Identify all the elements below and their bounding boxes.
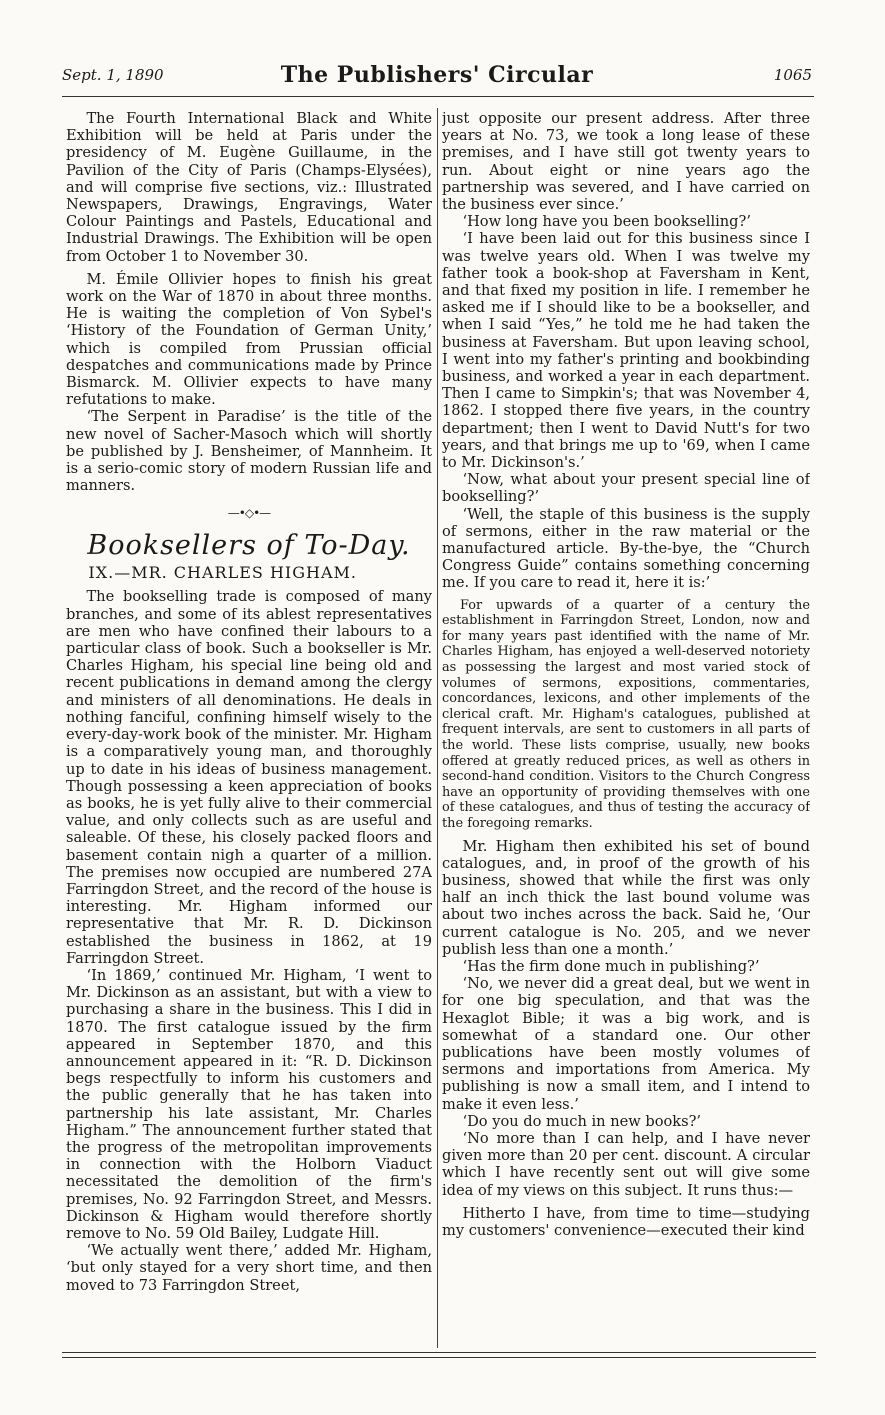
- paragraph-sermons: ‘Well, the staple of this business is the supply of sermons, either in the raw material or the manufactured article. By-the-bye, the “Church Congress Guide” contains something concerning me. If you care to read it, here it is:’: [442, 505, 810, 592]
- question-publishing: ‘Has the firm done much in publishing?’: [462, 958, 760, 976]
- paragraph-continuation: just opposite our present address. After three years at No. 73, we took a long lease of these premises, and I have still got twenty years to run. About eight or nine years ago the partnership was severed, and I have carried on the business ever since.’: [442, 110, 810, 214]
- column-divider: [437, 108, 438, 1348]
- question-special-line: ‘Now, what about your present special line of bookselling?’: [442, 471, 810, 506]
- question-how-long: ‘How long have you been bookselling?’: [462, 213, 751, 231]
- journal-title: The Publishers' Circular: [280, 62, 594, 88]
- paragraph-hexaglot: ‘No, we never did a great deal, but we went in for one big speculation, and that was the Hexaglot Bible; it was a big work, and is somewhat of a standard one. Our other publications have been mostly volumes of sermons and importations from America. My publishing is now a small item, and I intend to make it even less.’: [442, 975, 810, 1113]
- footer-rule-double: [62, 1357, 816, 1358]
- section-ornament: —•◇•—: [227, 506, 271, 521]
- issue-date: Sept. 1, 1890: [62, 66, 164, 84]
- section-subtitle: IX.—MR. CHARLES HIGHAM.: [88, 563, 357, 583]
- page-header: [62, 62, 812, 92]
- paragraph-went-there: ‘We actually went there,’ added Mr. Higham, ‘but only stayed for a very short time, and then moved to 73 Farringdon Street,: [66, 1242, 432, 1294]
- page-number: 1065: [773, 66, 812, 84]
- header-rule: [62, 96, 814, 97]
- paragraph-1869: ‘In 1869,’ continued Mr. Higham, ‘I went to Mr. Dickinson as an assistant, but with a view to purchasing a share in the business. This I did in 1870. The first catalogue issued by the firm appeared in September 1870, and this announcement appeared in it: “R. D. Dickinson begs respectfully to inform his customers and the public generally that he has taken into partnership his late assistant, Mr. Charles Higham.” The announcement further stated that the progress of the metropolitan improvements in connection with the Holborn Viaduct necessitated the demolition of the firm's premises, No. 92 Farringdon Street, and Messrs. Dickinson & Higham would therefore shortly remove to No. 59 Old Bailey, Ludgate Hill.: [66, 966, 432, 1242]
- section-title: Booksellers of To-Day.: [87, 530, 411, 562]
- paragraph-discount: ‘No more than I can help, and I have never given more than 20 per cent. discount. A circular which I have recently sent out will give some idea of my views on this subject. It runs thus:—: [442, 1130, 810, 1199]
- quoted-congress-guide: For upwards of a quarter of a century the establishment in Farringdon Street, London, now and for many years past identified with the name of Mr. Charles Higham, has enjoyed a well-deserved notoriety as possessing the largest and most varied stock of volumes of sermons, expositions, commentaries, concordances, lexicons, and other implements of the clerical craft. Mr. Higham's catalogues, published at frequent intervals, are sent to customers in all parts of the world. These lists comprise, usually, new books offered at greatly reduced prices, as well as others in second-hand condition. Visitors to the Church Congress have an opportunity of providing themselves with one of these catalogues, and thus of testing the accuracy of the foregoing remarks.: [442, 597, 810, 831]
- paragraph-circular: Hitherto I have, from time to time—studying my customers' convenience—executed their kind: [442, 1204, 810, 1240]
- paragraph-ollivier: M. Émile Ollivier hopes to finish his great work on the War of 1870 in about three months. He is waiting the completion of Von Sybel's ‘History of the Foundation of German Unity,’ which is compiled from Prussian official despatches and communications made by Prince Bismarck. M. Ollivier expects to have many refutations to make.: [66, 270, 432, 409]
- left-column: [66, 110, 432, 1350]
- right-column: [442, 110, 810, 1350]
- paragraph-exhibition: The Fourth International Black and White Exhibition will be held at Paris under the presidency of M. Eugène Guillaume, in the Pavilion of the City of Paris (Champs-Elysées), and will comprise five sections, viz.: Illustrated Newspapers, Drawings, Engravings, Water Colour Paintings and Pastels, Educational and Industrial Drawings. The Exhibition will be open from October 1 to November 30.: [66, 110, 432, 265]
- question-new-books: ‘Do you do much in new books?’: [462, 1112, 702, 1130]
- footer-rule: [62, 1352, 816, 1353]
- paragraph-serpent: ‘The Serpent in Paradise’ is the title of the new novel of Sacher-Masoch which will shortly be published by J. Bensheimer, of Mannheim. It is a serio-comic story of modern Russian life and manners.: [66, 408, 432, 495]
- paragraph-since-twelve: ‘I have been laid out for this business since I was twelve years old. When I was twelve my father took a book-shop at Faversham in Kent, and that fixed my position in life. I remember he asked me if I should like to be a bookseller, and when I said “Yes,” he told me he had taken the business at Faversham. But upon leaving school, I went into my father's printing and bookbinding business, and worked a year in each department. Then I came to Simpkin's; that was November 4, 1862. I stopped there five years, in the country department; then I went to David Nutt's for two years, and that brings me up to '69, when I came to Mr. Dickinson's.’: [442, 230, 810, 472]
- paragraph-catalogues: Mr. Higham then exhibited his set of bound catalogues, and, in proof of the growth of his business, showed that while the first was only half an inch thick the last bound volume was about two inches across the back. Said he, ‘Our current catalogue is No. 205, and we never publish less than one a month.’: [442, 837, 810, 958]
- paragraph-intro-higham: The bookselling trade is composed of many branches, and some of its ablest representatives are men who have confined their labours to a particular class of book. Such a bookseller is Mr. Charles Higham, his special line being old and recent publications in demand among the clergy and ministers of all denominations. He deals in nothing fanciful, confining himself wisely to the every-day-work book of the minister. Mr. Higham is a comparatively young man, and thoroughly up to date in his ideas of business management. Though possessing a keen appreciation of books as books, he is yet fully alive to their commercial value, and only collects such as are useful and saleable. Of these, his closely packed floors and basement contain nigh a quarter of a million. The premises now occupied are numbered 27A Farringdon Street, and the record of the house is interesting. Mr. Higham informed our representative that Mr. R. D. Dickinson established the business in 1862, at 19 Farringdon Street.: [66, 588, 432, 967]
